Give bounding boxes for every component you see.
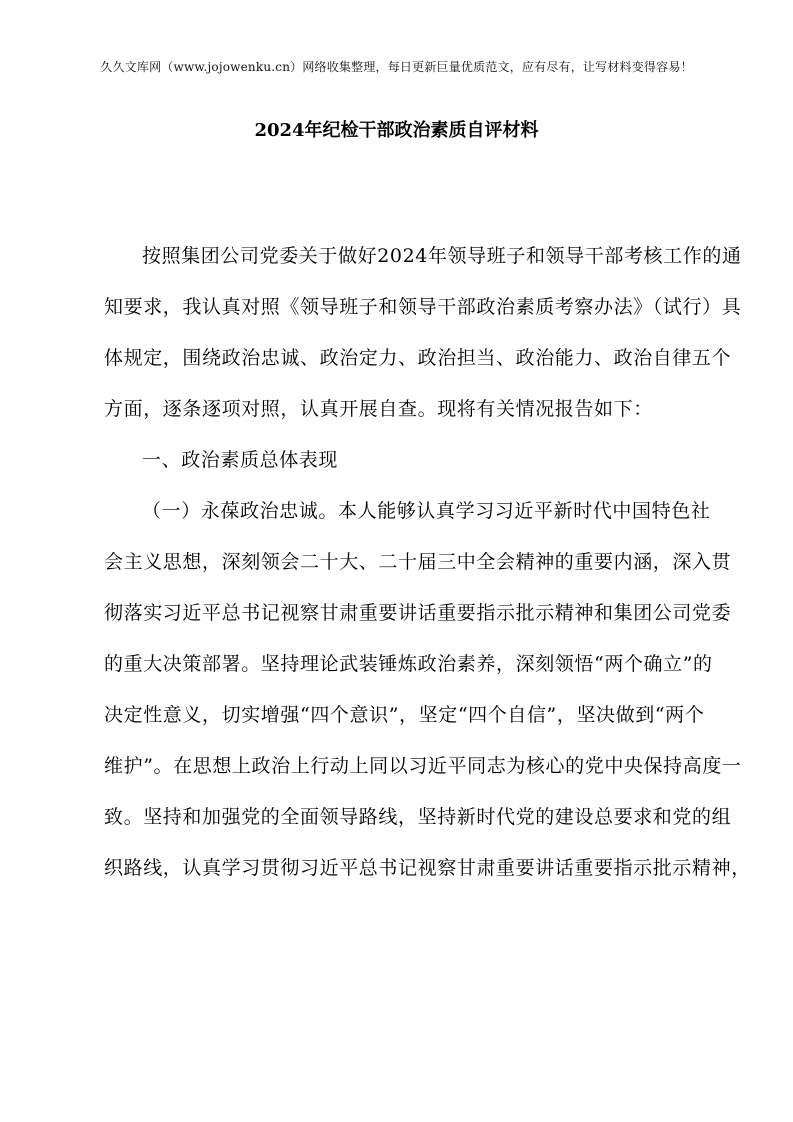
- paragraph-1-line: 知要求，我认真对照《领导班子和领导干部政治素质考察办法》（试行）具: [104, 296, 742, 318]
- paragraph-2-line: 彻落实习近平总书记视察甘肃重要讲话重要指示批示精神和集团公司党委: [104, 602, 732, 624]
- paragraph-2-line: 决定性意义，切实增强“四个意识”，坚定“四个自信”，坚决做到“两个: [104, 704, 705, 726]
- paragraph-2-line: 致。坚持和加强党的全面领导路线，坚持新时代党的建设总要求和党的组: [104, 806, 732, 828]
- paragraph-2-line: （一）永葆政治忠诚。本人能够认真学习习近平新时代中国特色社: [142, 500, 711, 522]
- paragraph-2-line: 维护”。在思想上政治上行动上同以习近平同志为核心的党中央保持高度一: [104, 755, 742, 777]
- document-body: [104, 236, 751, 899]
- paragraph-2-line: 的重大决策部署。坚持理论武装锤炼政治素养，深刻领悟“两个确立”的: [104, 653, 713, 675]
- paragraph-2-line: 会主义思想，深刻领会二十大、二十届三中全会精神的重要内涵，深入贯: [104, 551, 732, 573]
- paragraph-1-line: 方面，逐条逐项对照，认真开展自查。现将有关情况报告如下：: [104, 398, 653, 420]
- document-title: 2024年纪检干部政治素质自评材料: [254, 120, 539, 141]
- section-heading: 一、政治素质总体表现: [142, 449, 339, 471]
- paragraph-1-line: 按照集团公司党委关于做好2024年领导班子和领导干部考核工作的通: [142, 245, 742, 267]
- header-note: 久久文库网（www.jojowenku.cn）网络收集整理，每日更新巨量优质范文，应有尽有，让写材料变得容易！: [100, 60, 693, 74]
- paragraph-2-line: 织路线，认真学习贯彻习近平总书记视察甘肃重要讲话重要指示批示精神，: [104, 857, 751, 879]
- paragraph-1-line: 体规定，围绕政治忠诚、政治定力、政治担当、政治能力、政治自律五个: [104, 347, 732, 369]
